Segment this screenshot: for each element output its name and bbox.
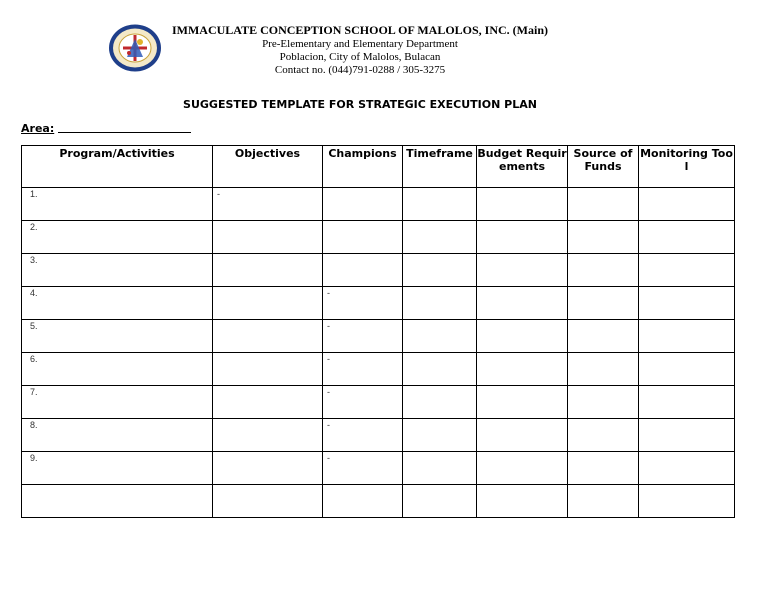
table-cell[interactable] [22, 485, 213, 518]
table-cell[interactable] [323, 320, 403, 353]
cell-marker [323, 485, 402, 486]
row-number: 9. [30, 453, 38, 463]
table-cell[interactable] [568, 452, 639, 485]
table-row [22, 452, 735, 485]
table-body [22, 188, 735, 518]
table-cell[interactable] [568, 287, 639, 320]
table-cell[interactable] [568, 485, 639, 518]
row-number: 2. [30, 222, 38, 232]
table-row [22, 254, 735, 287]
table-row [22, 320, 735, 353]
cell-marker [213, 254, 322, 255]
table-cell[interactable] [477, 485, 568, 518]
cell-marker [213, 320, 322, 321]
table-cell[interactable] [22, 254, 213, 287]
cell-marker [213, 485, 322, 486]
table-cell[interactable] [568, 188, 639, 221]
school-seal-logo [107, 23, 163, 73]
contact-number: Contact no. (044)791-0288 / 305-3275 [274, 64, 446, 76]
cell-marker [213, 221, 322, 222]
table-cell[interactable] [323, 254, 403, 287]
table-cell[interactable] [323, 287, 403, 320]
column-header: Budget Requirements [477, 146, 568, 188]
table-cell[interactable] [639, 254, 735, 287]
column-header: Source of Funds [568, 146, 639, 188]
table-cell[interactable] [403, 287, 477, 320]
row-number: 3. [30, 255, 38, 265]
table-cell[interactable] [213, 254, 323, 287]
table-cell[interactable] [403, 485, 477, 518]
cell-marker [213, 452, 322, 453]
table-cell[interactable] [477, 452, 568, 485]
table-cell[interactable] [639, 386, 735, 419]
table-cell[interactable] [213, 320, 323, 353]
table-cell[interactable] [639, 485, 735, 518]
row-number: 7. [30, 387, 38, 397]
table-cell[interactable] [22, 386, 213, 419]
row-number: 5. [30, 321, 38, 331]
table-cell[interactable] [323, 386, 403, 419]
table-cell[interactable] [213, 419, 323, 452]
school-address: Poblacion, City of Malolos, Bulacan [279, 51, 441, 63]
table-cell[interactable] [403, 221, 477, 254]
table-row [22, 419, 735, 452]
cell-marker [213, 386, 322, 387]
table-cell[interactable] [403, 254, 477, 287]
table-cell[interactable] [568, 254, 639, 287]
cell-marker: - [217, 189, 220, 199]
table-cell[interactable] [568, 320, 639, 353]
table-header-row [22, 146, 735, 188]
cell-marker [323, 188, 402, 189]
table-cell[interactable] [22, 353, 213, 386]
table-cell[interactable] [639, 452, 735, 485]
table-cell[interactable] [22, 452, 213, 485]
table-cell[interactable] [323, 419, 403, 452]
cell-marker: - [327, 354, 330, 364]
table-cell[interactable] [323, 452, 403, 485]
table-cell[interactable] [403, 452, 477, 485]
table-cell[interactable] [22, 287, 213, 320]
table-cell[interactable] [639, 419, 735, 452]
execution-plan-table [21, 145, 735, 518]
department-name: Pre-Elementary and Elementary Department [262, 38, 458, 50]
area-field [21, 122, 191, 135]
table-cell[interactable] [568, 353, 639, 386]
cell-marker [213, 353, 322, 354]
table-cell[interactable] [323, 485, 403, 518]
cell-marker [213, 287, 322, 288]
row-number: 1. [30, 189, 38, 199]
table-cell[interactable] [639, 287, 735, 320]
table-cell[interactable] [213, 287, 323, 320]
column-header: Timeframe [403, 146, 477, 188]
column-header: Monitoring Tool [639, 146, 735, 188]
cell-marker: - [327, 387, 330, 397]
table-cell[interactable] [477, 386, 568, 419]
table-cell[interactable] [213, 221, 323, 254]
table-cell[interactable] [639, 353, 735, 386]
table-cell[interactable] [403, 353, 477, 386]
table-cell[interactable] [213, 452, 323, 485]
table-cell[interactable] [639, 221, 735, 254]
table-cell[interactable] [22, 221, 213, 254]
area-label: Area: [21, 122, 55, 135]
table-cell[interactable] [213, 188, 323, 221]
table-cell[interactable] [477, 221, 568, 254]
area-blank-line [58, 132, 191, 133]
table-cell[interactable] [477, 419, 568, 452]
table-cell[interactable] [639, 188, 735, 221]
table-cell[interactable] [323, 188, 403, 221]
table-row [22, 386, 735, 419]
table-cell[interactable] [213, 386, 323, 419]
column-header: Objectives [213, 146, 323, 188]
row-number [22, 485, 212, 486]
table-cell[interactable] [323, 353, 403, 386]
column-header: Program/Activities [22, 146, 213, 188]
table-cell[interactable] [403, 188, 477, 221]
cell-marker: - [327, 453, 330, 463]
table-cell[interactable] [477, 188, 568, 221]
cell-marker: - [327, 420, 330, 430]
row-number: 4. [30, 288, 38, 298]
table-cell[interactable] [403, 386, 477, 419]
table-cell[interactable] [477, 287, 568, 320]
table-row [22, 188, 735, 221]
cell-marker: - [327, 321, 330, 331]
table-row [22, 221, 735, 254]
table-cell[interactable] [477, 320, 568, 353]
cell-marker [323, 221, 402, 222]
table-cell[interactable] [403, 419, 477, 452]
table-cell[interactable] [568, 419, 639, 452]
cell-marker: - [327, 288, 330, 298]
document-title: SUGGESTED TEMPLATE FOR STRATEGIC EXECUTION PLAN [183, 98, 537, 111]
table-cell[interactable] [323, 221, 403, 254]
cell-marker [213, 419, 322, 420]
table-cell[interactable] [477, 353, 568, 386]
table-cell[interactable] [213, 485, 323, 518]
school-name: IMMACULATE CONCEPTION SCHOOL OF MALOLOS, INC. (Main) [171, 23, 549, 37]
table-cell[interactable] [568, 221, 639, 254]
table-cell[interactable] [568, 386, 639, 419]
row-number: 6. [30, 354, 38, 364]
table-cell[interactable] [22, 419, 213, 452]
table-cell[interactable] [403, 320, 477, 353]
table-row [22, 353, 735, 386]
table-cell[interactable] [477, 254, 568, 287]
table-row [22, 485, 735, 518]
table-cell[interactable] [639, 320, 735, 353]
row-number: 8. [30, 420, 38, 430]
table-cell[interactable] [22, 320, 213, 353]
table-cell[interactable] [22, 188, 213, 221]
cell-marker [323, 254, 402, 255]
table-row [22, 287, 735, 320]
table-cell[interactable] [213, 353, 323, 386]
column-header: Champions [323, 146, 403, 188]
